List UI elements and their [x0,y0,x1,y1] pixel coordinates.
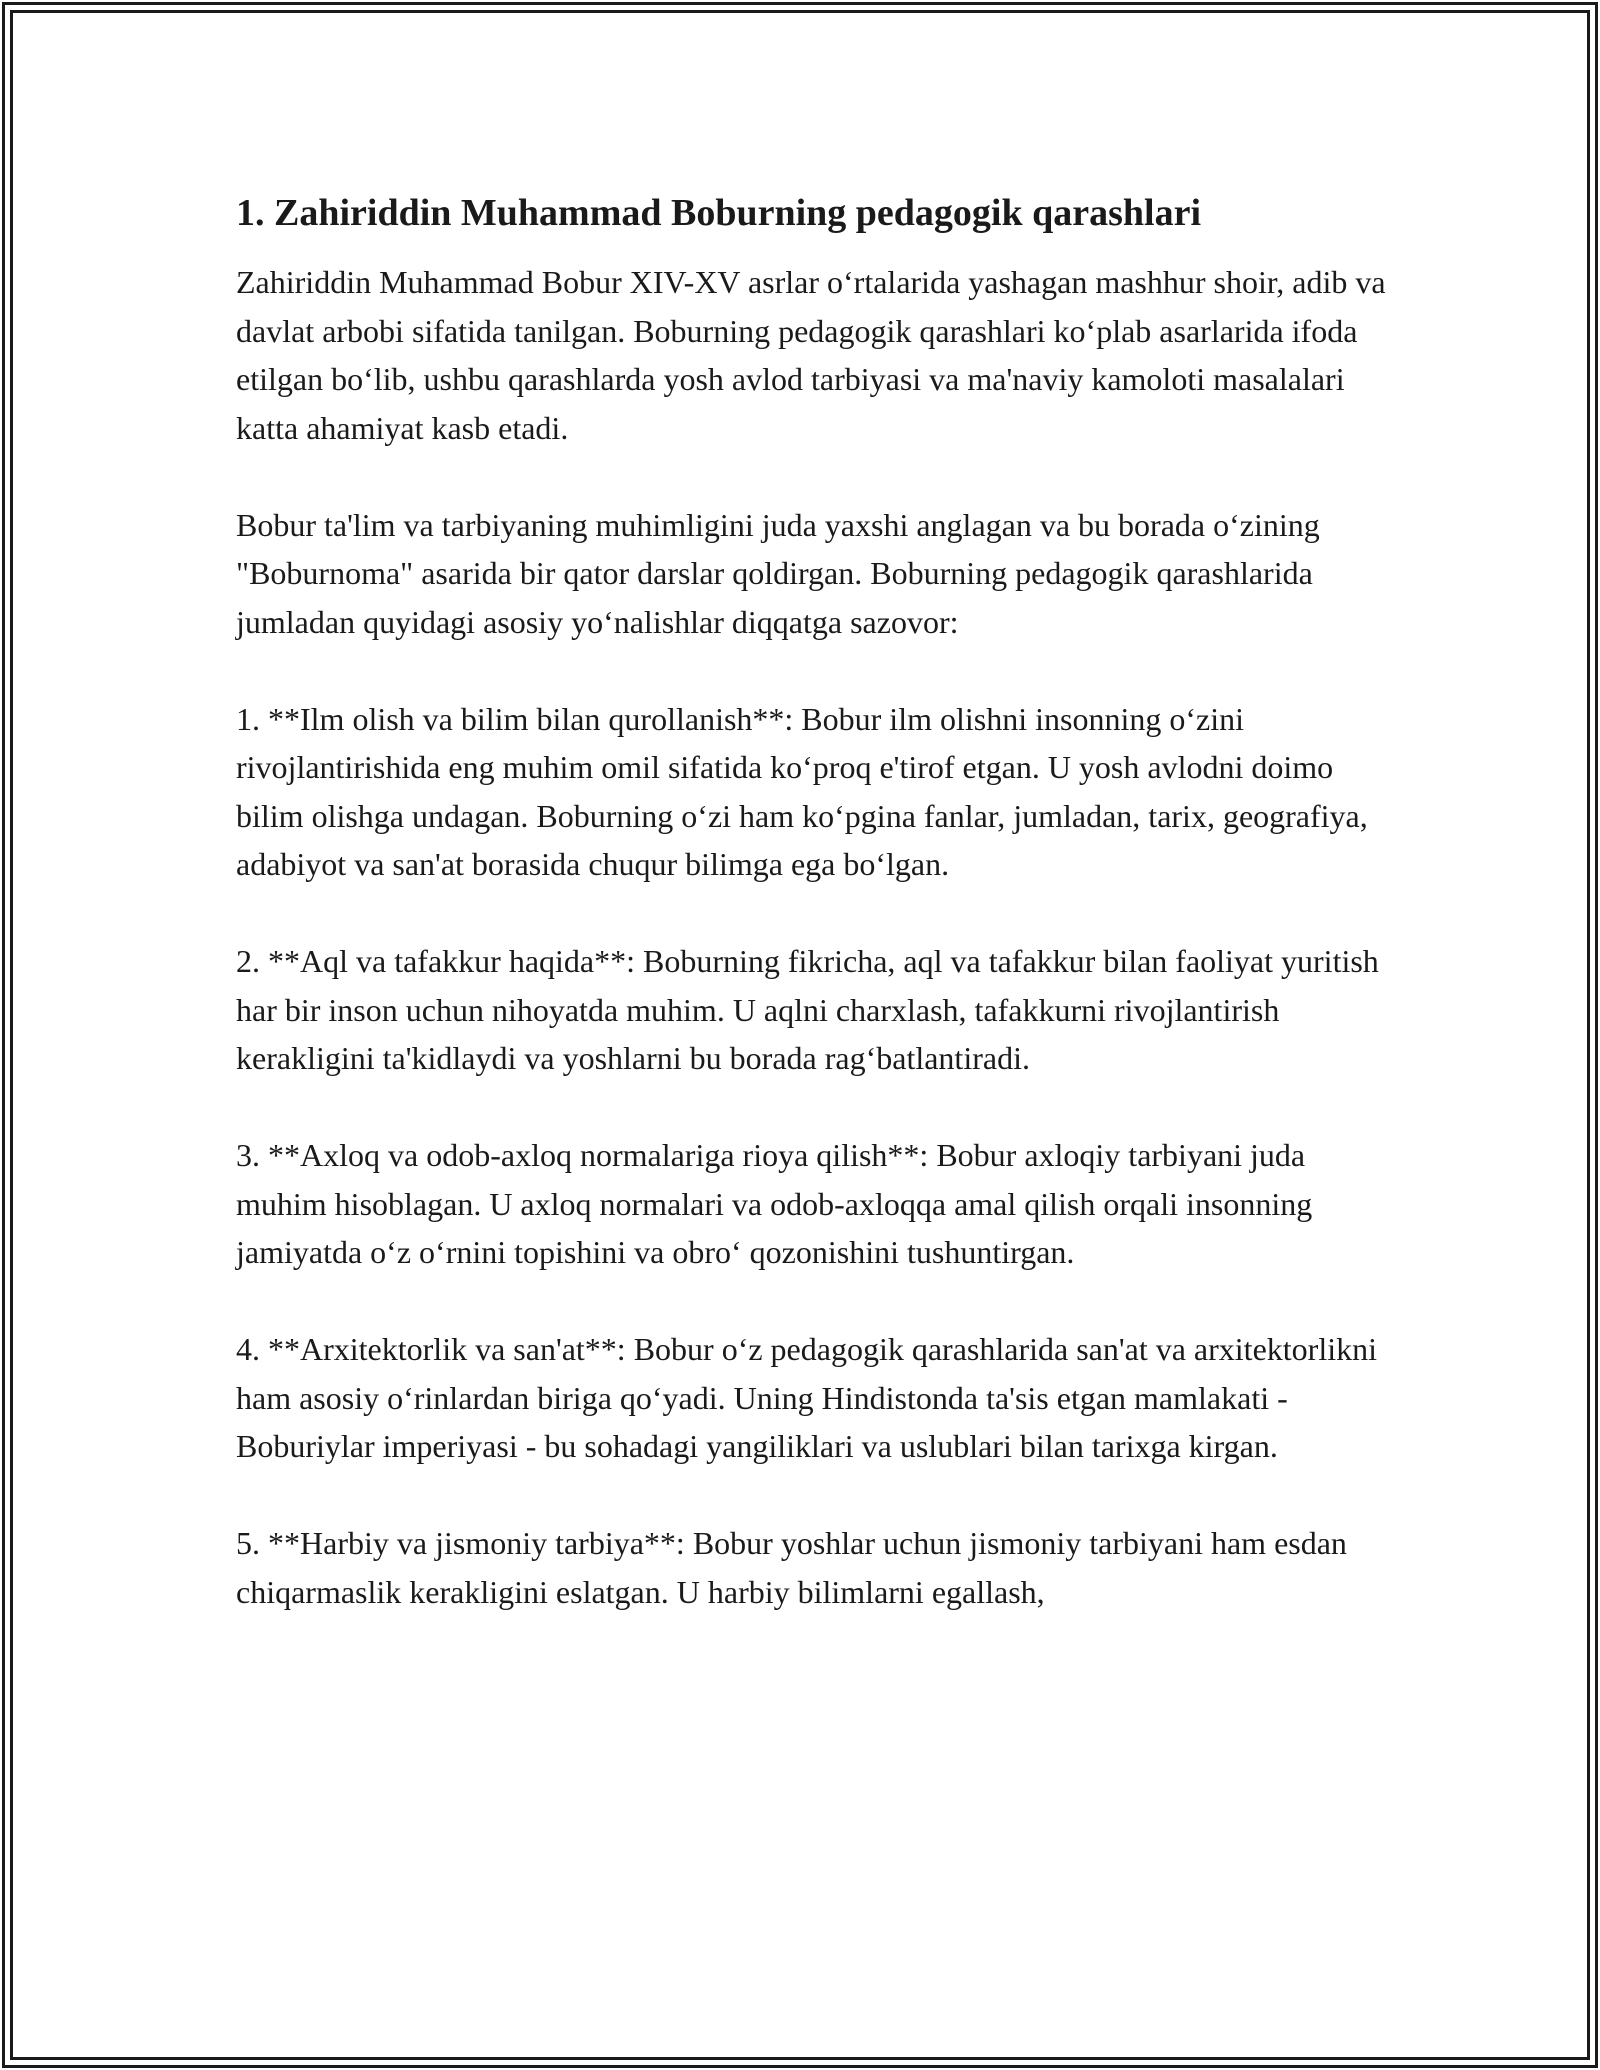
list-item-paragraph: 1. **Ilm olish va bilim bilan qurollanish**: Bobur ilm olishni insonning o‘zini rivojlantirishida eng muhim omil sifatida ko‘proq e'tirof etgan. U yosh avlodni doimo bilim olishga undagan. Boburning o‘zi ham ko‘pgina fanlar, jumladan, tarix, geografiya, adabiyot va san'at borasida chuqur bilimga ega bo‘lgan. [236,700,1368,882]
list-item-paragraph: 4. **Arxitektorlik va san'at**: Bobur o‘z pedagogik qarashlarida san'at va arxitektorlikni ham asosiy o‘rinlardan biriga qo‘yadi. Uning Hindistonda ta'sis etgan mamlakati - Boburiylar imperiyasi - bu sohadagi yangiliklari va uslublari bilan tarixga kirgan. [236,1331,1377,1464]
document-heading: 1. Zahiriddin Muhammad Boburning pedagogik qarashlari [236,192,1202,234]
list-item-paragraph: 2. **Aql va tafakkur haqida**: Boburning fikricha, aql va tafakkur bilan faoliyat yuritish har bir inson uchun nihoyatda muhim. U aqlni charxlash, tafakkurni rivojlantirish kerakligini ta'kidlaydi va yoshlarni bu borada rag‘batlantiradi. [236,943,1379,1076]
list-item-paragraph: 5. **Harbiy va jismoniy tarbiya**: Bobur yoshlar uchun jismoniy tarbiyani ham esdan chiqarmaslik kerakligini eslatgan. U harbiy bilimlarni egallash, [236,1525,1347,1610]
list-item-paragraph: 3. **Axloq va odob-axloq normalariga rioya qilish**: Bobur axloqiy tarbiyani juda muhim hisoblagan. U axloq normalari va odob-axloqqa amal qilish orqali insonning jamiyatda o‘z o‘rnini topishini va obro‘ qozonishini tushuntirgan. [236,1137,1313,1270]
document-body [236,188,1386,1616]
overview-paragraph: Bobur ta'lim va tarbiyaning muhimligini juda yaxshi anglagan va bu borada o‘zining "Boburnoma" asarida bir qator darslar qoldirgan. Boburning pedagogik qarashlarida jumladan quyidagi asosiy yo‘nalishlar diqqatga sazovor: [236,506,1320,640]
intro-paragraph: Zahiriddin Muhammad Bobur XIV-XV asrlar o‘rtalarida yashagan mashhur shoir, adib va davlat arbobi sifatida tanilgan. Boburning pedagogik qarashlari ko‘plab asarlarida ifoda etilgan bo‘lib, ushbu qarashlarda yosh avlod tarbiyasi va ma'naviy kamoloti masalalari katta ahamiyat kasb etadi. [236,264,1386,446]
